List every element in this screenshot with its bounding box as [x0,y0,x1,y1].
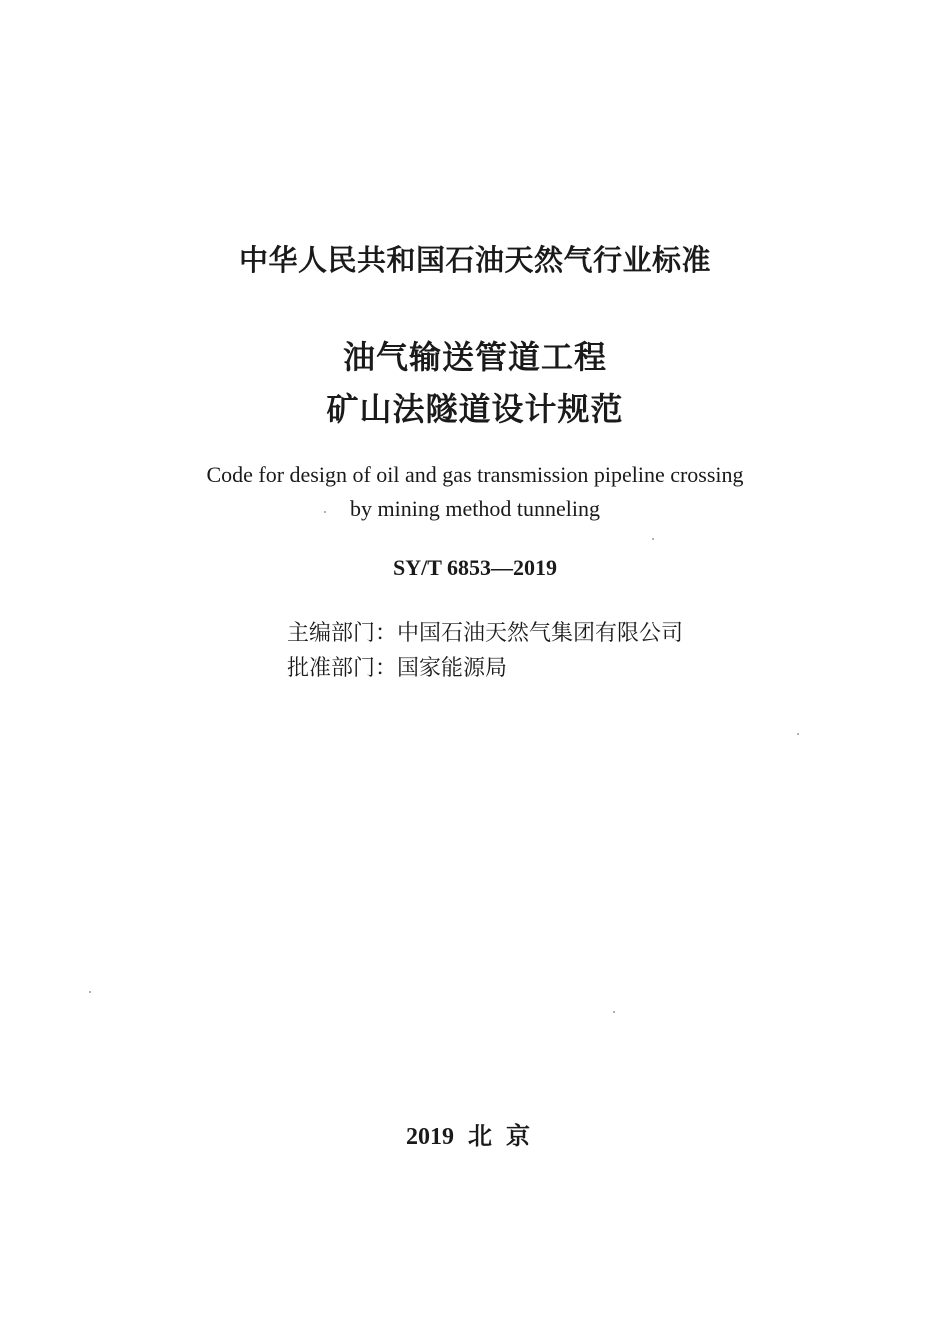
approver-label: 批准部门： [287,656,398,681]
chief-editor-value: 中国石油天然气集团有限公司 [397,621,684,646]
scan-speck [324,511,326,513]
publication-year: 2019 [406,1124,454,1150]
english-title-line-2: by mining method tunneling [350,496,600,521]
scan-speck [652,538,654,540]
publication-place-year [0,1116,950,1151]
approver-value: 国家能源局 [397,656,508,681]
chief-editor-label: 主编部门： [287,621,398,646]
standard-code: SY/T 6853—2019 [392,555,557,580]
scan-speck [797,733,799,735]
approving-department [287,651,507,682]
publication-city: 北京 [468,1122,544,1150]
scan-speck [613,1011,615,1013]
english-title-line-1: Code for design of oil and gas transmission pipeline crossing [206,462,744,487]
scan-speck [89,991,91,993]
title-line-2: 矿山法隧道设计规范 [326,390,624,428]
chief-editor-department [287,616,683,647]
industry-standard-heading: 中华人民共和国石油天然气行业标准 [238,243,711,277]
title-line-1: 油气输送管道工程 [342,338,607,376]
